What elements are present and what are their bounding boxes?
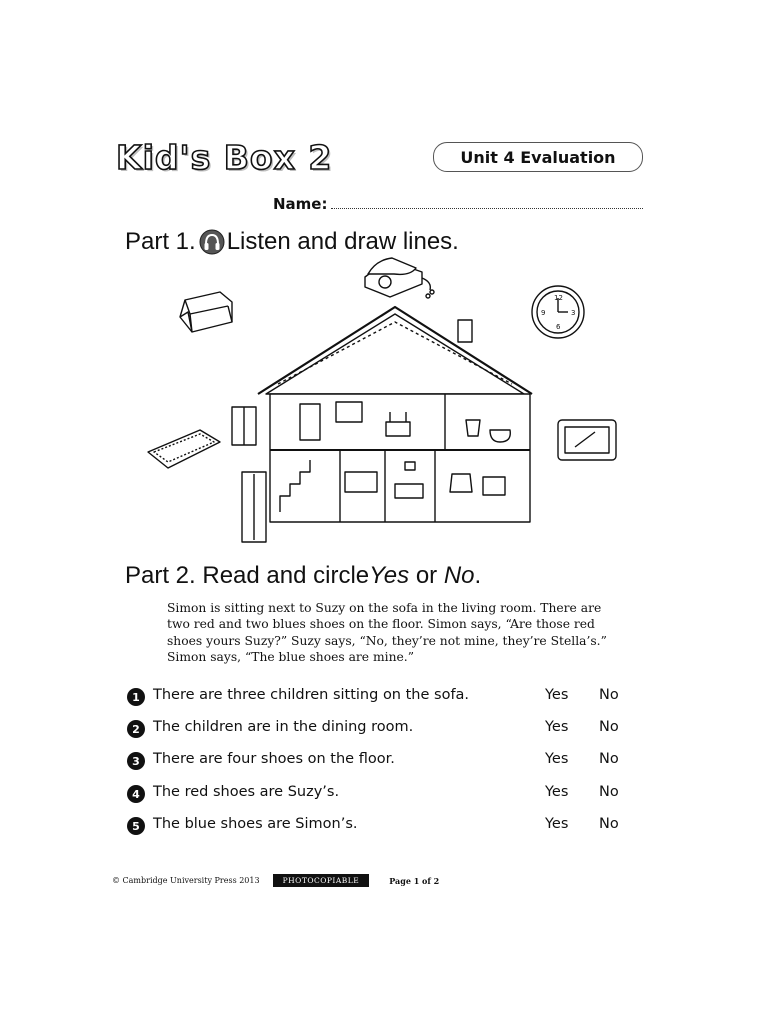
answer-no[interactable]: No [599, 687, 619, 703]
question-number: 1 [127, 688, 145, 706]
answer-no[interactable]: No [599, 816, 619, 832]
question-text: There are three children sitting on the sofa. [153, 687, 470, 703]
answer-no[interactable]: No [599, 784, 619, 800]
question-text: The children are in the dining room. [153, 719, 414, 735]
passage-line: Simon is sitting next to Suzy on the sofa in the living room. There are [167, 601, 602, 615]
question-number: 5 [127, 817, 145, 835]
unit-label: Unit 4 Evaluation [460, 147, 616, 167]
passage-line: Simon says, “The blue shoes are mine.” [167, 649, 414, 664]
copyright-text: © Cambridge University Press 2013 [112, 876, 260, 885]
part2-heading [125, 562, 481, 590]
question-number: 2 [127, 720, 145, 738]
passage-line: shoes yours Suzy?” Suzy says, “No, they’re not mine, they’re Stella’s.” [167, 633, 607, 648]
passage-line: two red and two blues shoes on the floor. Simon says, “Are those red [167, 617, 595, 632]
question-row-4 [127, 783, 627, 805]
answer-yes[interactable]: Yes [545, 816, 569, 832]
answer-no[interactable]: No [599, 719, 619, 735]
mirror-icon [558, 420, 616, 460]
clock-number-12: 12 [554, 294, 563, 302]
clock-number-9: 9 [541, 309, 546, 317]
part1-title: Part 1. [125, 228, 196, 255]
question-row-5 [127, 815, 627, 837]
answer-yes[interactable]: Yes [545, 719, 569, 735]
name-dotted-line[interactable] [331, 196, 643, 209]
unit-label-box [433, 142, 643, 172]
question-text: There are four shoes on the floor. [153, 751, 395, 767]
part2-title: Part 2. Read and circle [125, 562, 370, 589]
question-number: 3 [127, 752, 145, 770]
page-footer [112, 874, 439, 887]
page-number: Page 1 of 2 [389, 875, 440, 886]
part1-instruction: Listen and draw lines. [226, 228, 459, 255]
house-illustration [140, 252, 640, 552]
clock-number-6: 6 [556, 323, 561, 331]
sofa-icon [180, 292, 232, 332]
name-label: Name: [273, 195, 328, 213]
answer-yes[interactable]: Yes [545, 751, 569, 767]
answer-yes[interactable]: Yes [545, 687, 569, 703]
clock-number-3: 3 [571, 309, 576, 317]
question-row-1 [127, 686, 627, 708]
question-text: The red shoes are Suzy’s. [153, 784, 340, 800]
telephone-icon [365, 258, 434, 298]
answer-yes[interactable]: Yes [545, 784, 569, 800]
rug-icon [148, 430, 220, 468]
question-text: The blue shoes are Simon’s. [153, 816, 358, 832]
name-field-row [273, 195, 643, 213]
question-row-3 [127, 750, 627, 772]
part2-yes-word: Yes [369, 562, 410, 589]
kids-box-logo: Kid's Box 2 [116, 138, 333, 177]
question-row-2 [127, 718, 627, 740]
part2-no-word: No [443, 562, 475, 589]
answer-no[interactable]: No [599, 751, 619, 767]
part2-or-word: or [409, 562, 444, 589]
photocopiable-badge: PHOTOCOPIABLE [273, 874, 370, 887]
reading-passage [167, 600, 627, 665]
question-number: 4 [127, 785, 145, 803]
part2-period: . [474, 562, 482, 589]
